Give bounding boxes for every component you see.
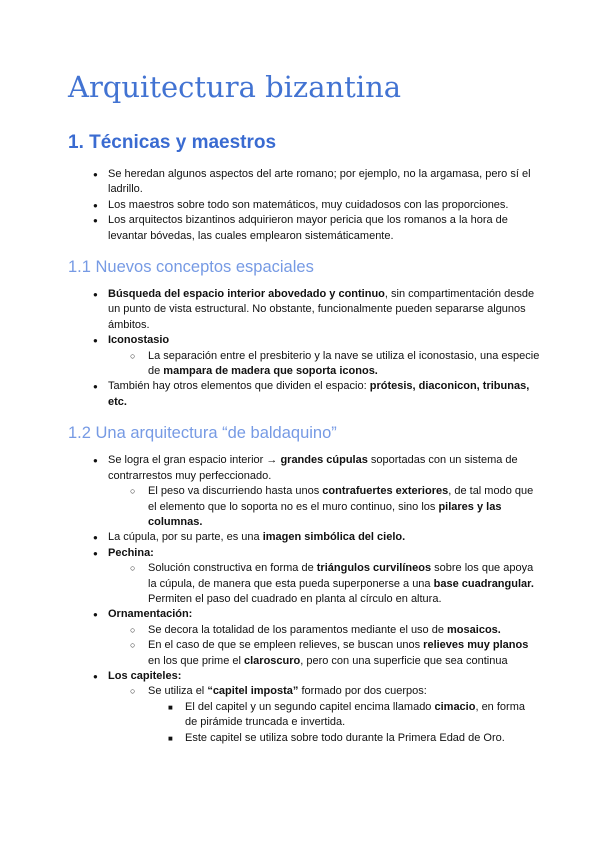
list-item [68, 379, 540, 410]
subsection-heading: 1.1 Nuevos conceptos espaciales [68, 258, 314, 277]
bullet-marker: ○ [130, 486, 136, 497]
list-item [68, 607, 540, 622]
section-heading: 1. Técnicas y maestros [68, 132, 277, 153]
bullet-text: Este capitel se utiliza sobre todo durante la Primera Edad de Oro. [185, 731, 505, 744]
bullet-marker: ● [93, 456, 98, 466]
bullet-marker: ● [93, 548, 98, 558]
bullet-marker: ● [93, 533, 98, 543]
bullet-text: Los maestros sobre todo son matemáticos, muy cuidadosos con las proporciones. [108, 198, 509, 211]
bullet-text: Iconostasio [108, 334, 170, 347]
list-item [68, 287, 540, 333]
bullet-marker: ● [93, 336, 98, 346]
list-item [68, 213, 540, 244]
bullet-marker: ○ [130, 563, 136, 574]
bullet-text: Se logra el gran espacio interior → grandes cúpulas soportadas con un sistema de contrarrestos muy perfeccionado. [108, 454, 518, 482]
bullet-text: La separación entre el presbiterio y la nave se utiliza el iconostasio, una especie de mampara de madera que soporta iconos. [148, 349, 540, 378]
bullet-text: También hay otros elementos que dividen el espacio: prótesis, diaconicon, tribunas, etc. [108, 380, 530, 408]
list-item [68, 700, 540, 731]
bullet-marker: ■ [168, 702, 173, 712]
bullet-marker: ● [93, 610, 98, 620]
bullet-marker: ● [93, 290, 98, 300]
bullet-text: Solución constructiva en forma de triángulos curvilíneos sobre los que apoya la cúpula, de manera que esta pueda superponerse a una base cuadrangular. Permiten el paso del cuadrado en planta al círculo en altura. [148, 562, 534, 605]
list-item [68, 561, 540, 607]
bullet-text: Se decora la totalidad de los paramentos mediante el uso de mosaicos. [148, 623, 501, 636]
bullet-text: Búsqueda del espacio interior abovedado y continuo, sin compartimentación desde un punto de vista estructural. No obstante, funcionalmente pueden separarse algunos ámbitos. [108, 288, 535, 331]
bullet-text: El peso va discurriendo hasta unos contrafuertes exteriores, de tal modo que el elemento que lo soporta no es el muro continuo, sino los pilares y las columnas. [148, 485, 534, 528]
bullet-marker: ● [93, 170, 98, 179]
list-item [68, 638, 540, 669]
bullet-text: Los capiteles: [108, 669, 182, 682]
bullet-text: Se heredan algunos aspectos del arte romano; por ejemplo, no la argamasa, pero sí el ladrillo. [108, 168, 531, 196]
subsection-heading: 1.2 Una arquitectura “de baldaquino” [68, 424, 337, 443]
bullet-marker: ○ [130, 640, 136, 651]
bullet-marker: ● [93, 216, 98, 226]
document-body [68, 131, 540, 746]
bullet-marker: ● [93, 671, 98, 681]
bullet-marker: ○ [130, 686, 136, 697]
bullet-text: La cúpula, por su parte, es una imagen simbólica del cielo. [108, 531, 406, 544]
bullet-marker: ● [93, 200, 98, 210]
list-item [68, 349, 540, 380]
list-item [68, 546, 540, 561]
list-item [68, 198, 540, 213]
list-item [68, 684, 540, 699]
list-item [68, 167, 540, 198]
bullet-text: Ornamentación: [108, 608, 193, 621]
list-item [68, 731, 540, 746]
list-item [68, 669, 540, 684]
bullet-marker: ■ [168, 733, 173, 743]
bullet-text: Los arquitectos bizantinos adquirieron mayor pericia que los romanos a la hora de levantar bóvedas, las cuales emplearon sistemáticamente. [108, 214, 508, 242]
list-item [68, 530, 540, 545]
list-item [68, 484, 540, 530]
bullet-marker: ○ [130, 350, 136, 361]
bullet-marker: ○ [130, 624, 136, 635]
bullet-text: Se utiliza el “capitel imposta” formado por dos cuerpos: [148, 685, 427, 698]
bullet-text: Pechina: [108, 546, 154, 559]
bullet-text: El del capitel y un segundo capitel encima llamado cimacio, en forma de pirámide truncada e invertida. [185, 700, 525, 729]
list-item [68, 623, 540, 638]
bullet-marker: ● [93, 382, 98, 392]
list-item [68, 453, 540, 484]
list-item [68, 333, 540, 348]
document-title: Arquitectura bizantina [68, 70, 402, 104]
bullet-text: En el caso de que se empleen relieves, se buscan unos relieves muy planos en los que prime el claroscuro, pero con una superficie que sea continua [148, 639, 529, 667]
